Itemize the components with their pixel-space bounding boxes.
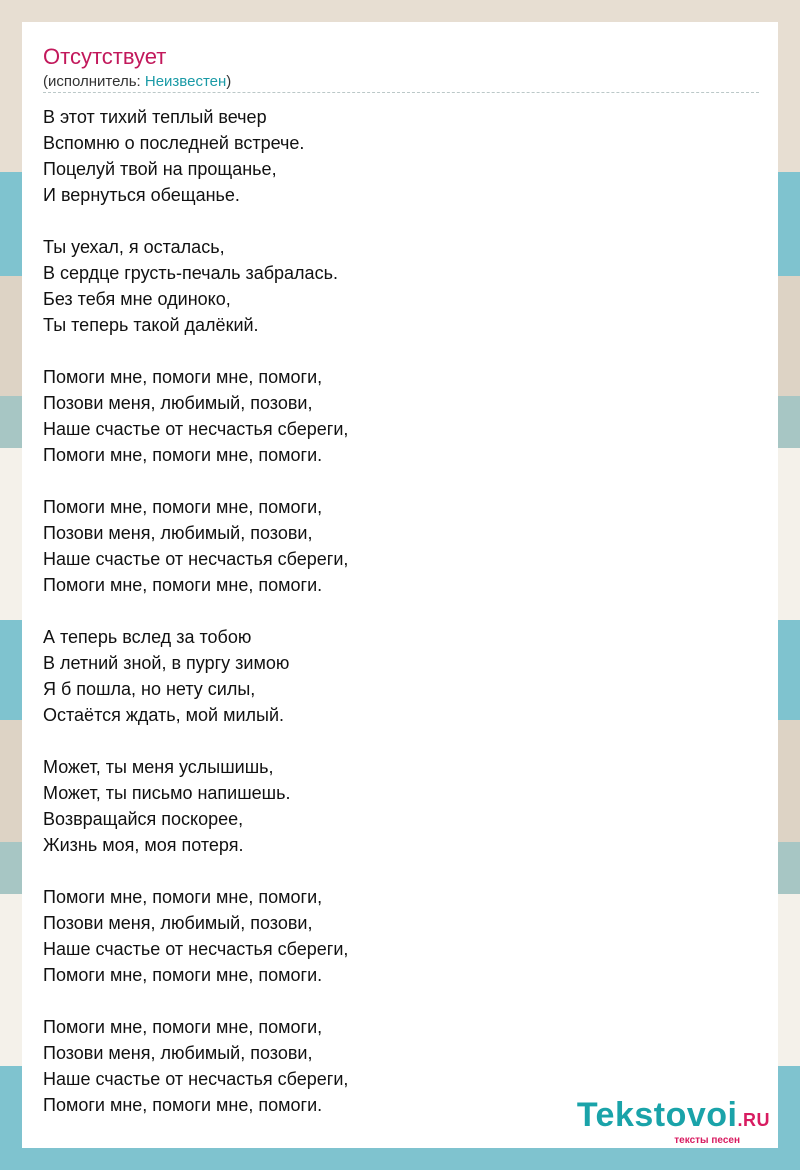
lyrics-line: В летний зной, в пургу зимою [43,653,290,673]
lyrics-stanza [43,494,743,598]
lyrics-line: Остаётся ждать, мой милый. [43,705,285,725]
lyrics-line: Позови меня, любимый, позови, [43,1043,313,1063]
lyrics-card [22,22,778,1148]
lyrics-line: Помоги мне, помоги мне, помоги. [43,575,323,595]
artist-suffix: ) [226,73,232,90]
lyrics-line: Помоги мне, помоги мне, помоги, [43,887,323,907]
lyrics-stanza [43,364,743,468]
lyrics-line: В сердце грусть-печаль забралась. [43,263,338,283]
lyrics-line: Позови меня, любимый, позови, [43,393,313,413]
lyrics-line: В этот тихий теплый вечер [43,107,267,127]
lyrics-stanza [43,754,743,858]
site-logo[interactable] [577,1098,770,1146]
lyrics-line: Может, ты письмо напишешь. [43,783,291,803]
lyrics-stanza [43,624,743,728]
lyrics-line: Ты теперь такой далёкий. [43,315,259,335]
artist-link[interactable]: Неизвестен [144,73,227,90]
lyrics-line: Наше счастье от несчастья сбереги, [43,1069,349,1089]
lyrics-line: Может, ты меня услышишь, [43,757,274,777]
lyrics-line: А теперь вслед за тобою [43,627,252,647]
lyrics-stanza [43,234,743,338]
lyrics-line: И вернуться обещанье. [43,185,240,205]
lyrics-line: Наше счастье от несчастья сбереги, [43,549,349,569]
lyrics-line: Помоги мне, помоги мне, помоги, [43,497,323,517]
lyrics-line: Без тебя мне одиноко, [43,289,231,309]
lyrics-line: Наше счастье от несчастья сбереги, [43,419,349,439]
artist-prefix: (исполнитель: [43,73,145,90]
lyrics-line: Я б пошла, но нету силы, [43,679,256,699]
song-title: Отсутствует [43,44,167,69]
lyrics-stanza [43,104,743,208]
lyrics-line: Помоги мне, помоги мне, помоги. [43,445,323,465]
lyrics-line: Помоги мне, помоги мне, помоги. [43,965,323,985]
lyrics-stanza [43,884,743,988]
lyrics-line: Жизнь моя, моя потеря. [43,835,244,855]
lyrics-text [43,104,743,1118]
lyrics-line: Наше счастье от несчастья сбереги, [43,939,349,959]
lyrics-line: Вспомню о последней встрече. [43,133,305,153]
artist-line [43,73,231,91]
lyrics-line: Возвращайся поскорее, [43,809,244,829]
lyrics-line: Позови меня, любимый, позови, [43,913,313,933]
lyrics-line: Помоги мне, помоги мне, помоги, [43,1017,323,1037]
logo-tld: .RU [737,1110,770,1130]
lyrics-line: Позови меня, любимый, позови, [43,523,313,543]
logo-tagline: тексты песен [674,1135,740,1146]
lyrics-line: Помоги мне, помоги мне, помоги. [43,1095,323,1115]
title-divider [43,92,759,93]
lyrics-line: Помоги мне, помоги мне, помоги, [43,367,323,387]
lyrics-line: Поцелуй твой на прощанье, [43,159,277,179]
logo-name: Tekstovoi [576,1096,738,1134]
lyrics-line: Ты уехал, я осталась, [43,237,225,257]
